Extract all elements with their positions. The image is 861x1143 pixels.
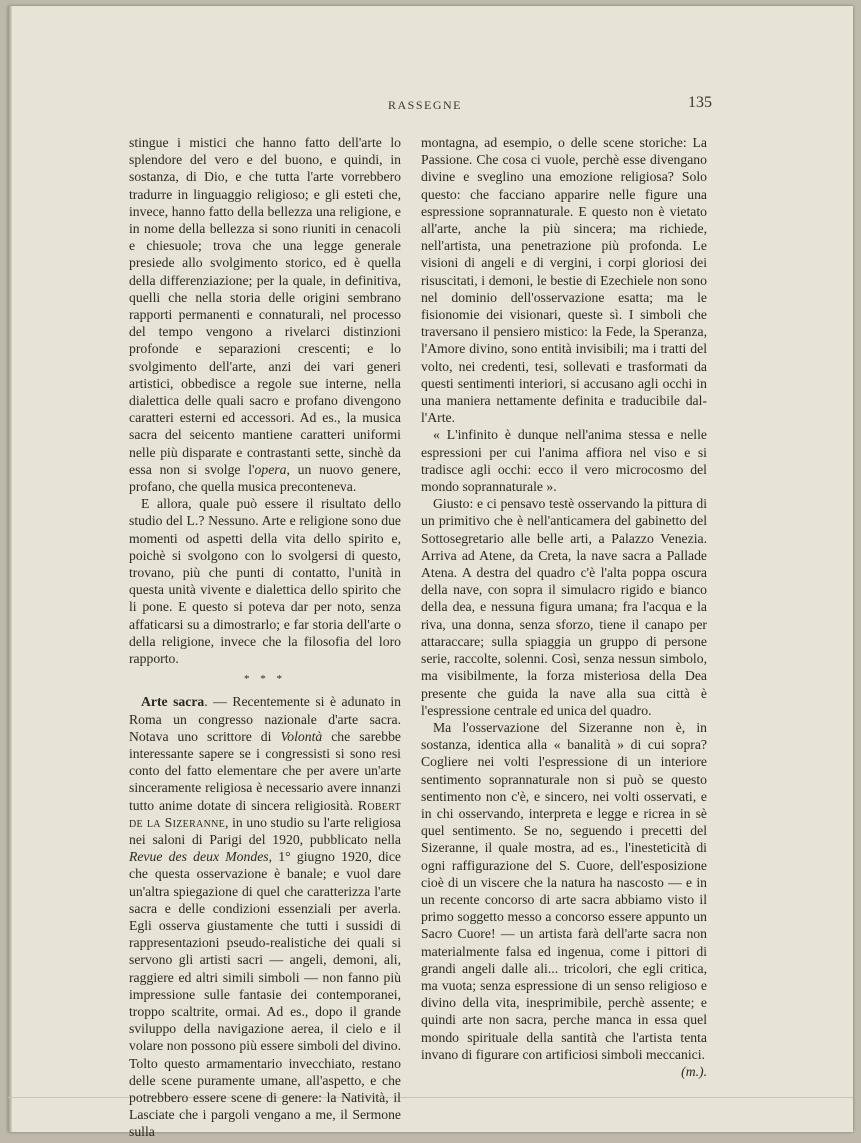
page-number: 135: [688, 94, 712, 111]
paragraph: « L'infinito è dunque nell'anima stessa e nelle espressioni per cui l'anima affiora nel viso e si tradisce agli occhi: ecco il vero microcosmo del mondo soprannaturale ».: [421, 427, 707, 495]
left-column: [129, 134, 401, 1141]
author-signature: (m.).: [681, 1063, 707, 1079]
section-heading: Arte sacra: [141, 694, 205, 710]
paragraph: Ma l'osservazione del Sizeranne non è, in sostanza, identica alla « banalità » di cui sopra? Cogliere nei volti l'espressione di un interiore sentimento soprannaturale non si può se questo sentimento non c'è, e sincero, nei volti osservati, e in chi osservando, interpreta e legge e ricrea in sè quel sentimento. Se no, seguendo i precetti del Sizeranne, il quale mostra, ad es., l'inesteticità di ogni raffigurazione del S. Cuore, dell'esposizione cioè di un viscere che la natura ha nascosto — e in un recente concorso di arte sacra abbiamo visto il primo soggetto messo a concorso essere appunto un Sacro Cuore! — un artista farà dell'arte sacra non materialmente falsa ed ingenua, come i pittori di grandi angeli dalle ali... tricolori, che egli critica, ma vuota; senza espressione di un senso religioso e divino della vita, inesprimibile, perchè assente; e quindi arte non sacra, perche manca in essa quel mondo spirituale della santità che l'artista tenta invano di figurare con artificiosi simboli meccanici. (m.).: [421, 719, 707, 1079]
author-name: Robert de la Sizeranne: [129, 797, 401, 830]
right-column: [421, 134, 707, 1080]
section-separator: * * *: [244, 673, 286, 686]
paragraph: stingue i mistici che hanno fatto dell'arte lo splendore del vero e del buono, e quindi, in sostanza, di Dio, e che tutta l'arte vorrebbero tradurre in linguaggio religioso; e gli esteti che, invece, hanno fatto della bellezza una religione, e in nome della bellezza si sono riuniti in cenacoli e chiesuole; trova che una legge generale presiede allo svolgimento storico, ed è quella della differenziazione; per la quale, in definitiva, quelli che nella storia delle origini sembrano rapporti permanenti e connaturali, nel processo del tempo vengono a rivelarci distinzioni profonde e separazioni crescenti; e lo svolgimento dell'arte, anzi dei vari generi artistici, obbedisce a regole sue interne, nella dialettica delle quali sacro e profano divengono caratteri esterni ed accessori. Ad es., la musica sacra del seicento mantiene caratteri uniformi nelle più disparate e contrastanti sette, sinchè da essa non si svolge l'opera, un nuovo genere, profano, che quella musica preconteneva.: [129, 135, 401, 495]
paragraph: montagna, ad esempio, o delle scene storiche: La Passione. Che cosa ci vuole, perchè esse divengano divine e sveglino una emozione religiosa? Solo questo: che facciano apparire nelle figure una espressione soprannaturale. E questo non è vietato all'arte, anche la più sincera; ma richiede, nell'artista, una penetrazione più profonda. Le visioni di angeli e di vergini, i corpi gloriosi dei risuscitati, i demoni, le bestie di Ezechiele non sono nel dominio dell'osservazione esatta; ma le fisionomie dei visionari, queste sì. I simboli che traversano il pensiero mistico: la Fede, la Speranza, l'Amore divino, sono entità invisibili; ma i tratti del volto, nei credenti, tesi, sollevati e trasformati da questi sentimenti interiori, si accusano agli occhi in una maniera nettamente definita e traducibile dal-l'Arte.: [421, 135, 707, 426]
running-header: RASSEGNE: [387, 98, 462, 112]
paragraph: Arte sacra. — Recentemente si è adunato in Roma un congresso nazionale d'arte sacra. Notava uno scrittore di Volontà che sarebbe interessante sapere se i congressisti si sono resi conto del fatto elementare che per avere un'arte sinceramente religiosa è necessario avere innanzi tutto anime dotate di sincera religiosità. Robert de la Sizeranne, in uno studio su l'arte religiosa nei saloni di Parigi del 1920, pubblicato nella Revue des deux Mondes, 1° giugno 1920, dice che questa osservazione è banale; e vuol dare un'altra spiegazione di quel che caratterizza l'arte sacra e delle condizioni essenziali per averla. Egli osserva giustamente che tutti i sussidi di rappresentazioni pseudo-realistiche dei quali si servono gli artisti sacri — angeli, demoni, ali, raggiere ed altri simili simboli — non fanno più impressione sulle fantasie dei contemporanei, troppo scaltrite, ormai. Ad es., dopo il grande sviluppo della navigazione aerea, il cielo e il volare non possono più essere simboli del divino. Tolto questo armamentario invecchiato, restano delle scene puramente umane, all'aspetto, e che potrebbero essere scene di genere: la Natività, il Lasciate che i pargoli vengano a me, il Sermone sulla: [129, 694, 402, 1140]
binding-gutter: [8, 6, 12, 1132]
paragraph: E allora, quale può essere il risultato dello studio del L.? Nessuno. Arte e religione sono due momenti od aspetti della vita dello spirito e, poichè si svolgono con lo svolgersi di questo, trovano, più che punti di contatto, l'unità in questa unità vivente e dialettica dello spirito che li pone. E questo si poteva dar per noto, senza affaticarsi su a dimostrarlo; e far storia dell'arte o della religione, invece che la filosofia del loro rapporto.: [129, 496, 401, 667]
paragraph: Giusto: e ci pensavo testè osservando la pittura di un primitivo che è nell'anticamera del gabinetto del Sottosegretario alle belle arti, a Palazzo Venezia. Arriva ad Atene, da Creta, la nave sacra a Pallade Atena. A destra del quadro c'è l'alta poppa oscura della nave, con sopra il simulacro rigido e bianco della dea, e nessuna figura umana; fra l'acqua e la riva, una donna, senza sforzo, tiene il canapo per attaraccare; sulla spiaggia un gruppo di persone serie, raccolte, solenni. Così, senza nessun simbolo, ma visibilmente, la forza misteriosa della Dea presente che guida la nave alla sua città è l'espressione centrale ed unica del quadro.: [421, 496, 707, 718]
